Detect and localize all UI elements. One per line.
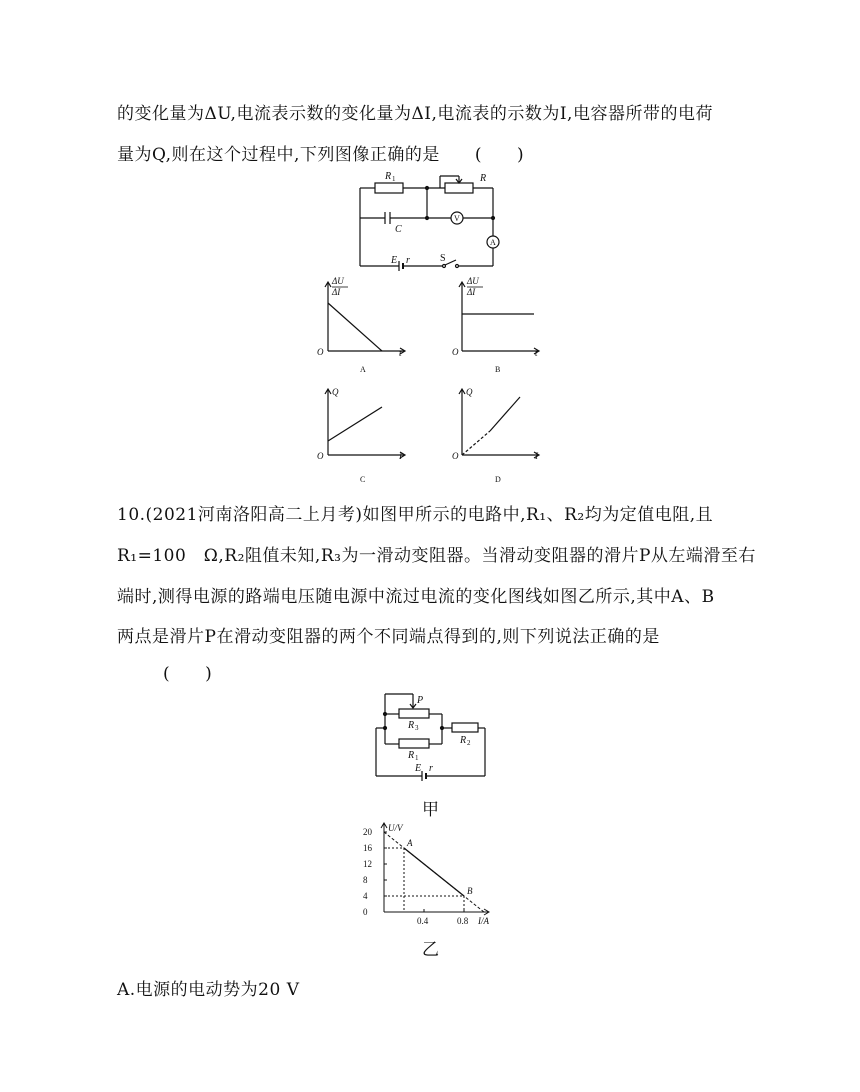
graph-a-ylabel-den: ΔI: [332, 287, 341, 297]
graph-b-xlabel: t: [535, 348, 538, 358]
graph-option-c: [310, 385, 420, 489]
label-r: R: [480, 173, 487, 184]
graph-c-line: [328, 407, 382, 441]
q10-answer-bracket: ( ): [163, 664, 213, 684]
q10-text-line2: R₁=100 Ω,R₂阻值未知,R₃为一滑动变阻器。当滑动变阻器的滑片P从左端滑至右: [117, 546, 756, 566]
rheostat-r: [445, 183, 473, 193]
y-tick-label: 12: [363, 859, 372, 869]
label-r3: R: [408, 720, 415, 731]
q9-text-line2: 量为Q,则在这个过程中,下列图像正确的是 ( ): [117, 145, 525, 165]
y-tick-label: 4: [363, 891, 368, 901]
q10-text-line1: 10.(2021河南洛阳高二上月考)如图甲所示的电路中,R₁、R₂均为定值电阻,且: [117, 505, 714, 525]
graph-c-label: C: [360, 475, 366, 484]
graph-b-ylabel-num: ΔU: [467, 276, 479, 286]
resistor-r2: [452, 723, 478, 732]
label-r-internal: r: [406, 255, 410, 266]
label-r1-sub: 1: [415, 754, 419, 762]
graph-c-origin: O: [317, 451, 324, 461]
y-tick-label: 0: [363, 907, 368, 917]
q10-text-line3: 端时,测得电源的路端电压随电源中流过电流的变化图线如图乙所示,其中A、B: [117, 587, 715, 607]
rheostat-r3: [399, 709, 429, 718]
label-r3-sub: 3: [415, 724, 419, 732]
option-a: A.电源的电动势为20 V: [117, 980, 300, 1000]
y-tick-label: 16: [363, 843, 372, 853]
label-p: P: [417, 695, 424, 706]
graph-c-ylabel: Q: [332, 387, 339, 397]
caption-yi: 乙: [422, 940, 439, 960]
label-s: S: [440, 253, 446, 264]
graph-option-b: [450, 275, 560, 379]
graph-a-xlabel: t: [399, 348, 402, 358]
label-a: A: [490, 238, 496, 247]
graph-d-origin: O: [452, 451, 459, 461]
resistor-r1: [375, 183, 403, 193]
point-label-B: B: [467, 886, 473, 896]
label-r2: R: [460, 735, 467, 746]
graph-d-label: D: [495, 475, 501, 484]
graph-d-line: [490, 397, 520, 431]
graph-d-dashed-line: [462, 431, 490, 455]
graph-a-line: [328, 303, 382, 351]
graph-a-label: A: [360, 365, 366, 374]
graph-b-label: B: [495, 365, 501, 374]
point-label-A: A: [407, 838, 413, 848]
graph-c-xlabel: I: [399, 451, 402, 461]
label-r1-sub: 1: [392, 175, 396, 183]
circuit-diagram-q9: [355, 168, 515, 282]
graph-d-xlabel: I: [535, 451, 538, 461]
label-e: E: [415, 763, 422, 774]
label-r1: R: [385, 171, 392, 182]
graph-d-ylabel: Q: [466, 387, 473, 397]
data-line-ab: [404, 848, 464, 896]
graph-option-d: [450, 385, 560, 489]
y-tick-label: 20: [363, 827, 372, 837]
y-tick-label: 8: [363, 875, 368, 885]
graph-b-ylabel-den: ΔI: [467, 287, 476, 297]
label-r-internal: r: [429, 763, 433, 774]
label-c: C: [395, 224, 402, 235]
label-v: V: [454, 214, 460, 223]
ui-graph-chart: [360, 820, 510, 934]
ui-graph-xlabel: I/A: [478, 916, 489, 926]
label-r1: R: [408, 750, 415, 761]
graph-a-ylabel-num: ΔU: [332, 276, 344, 286]
label-r2-sub: 2: [467, 739, 471, 747]
graph-b-origin: O: [452, 347, 459, 357]
graph-option-a: [310, 275, 420, 379]
resistor-r1: [399, 739, 429, 748]
x-tick-label: 0.4: [417, 916, 429, 926]
caption-jia: 甲: [422, 800, 439, 820]
graph-a-origin: O: [317, 347, 324, 357]
x-tick-label: 0.8: [457, 916, 469, 926]
q10-text-line4: 两点是滑片P在滑动变阻器的两个不同端点得到的,则下列说法正确的是: [117, 627, 660, 647]
label-e: E: [391, 255, 398, 266]
circuit-diagram-q10: [370, 688, 490, 787]
q9-text-line1: 的变化量为ΔU,电流表示数的变化量为ΔI,电流表的示数为I,电容器所带的电荷: [117, 104, 713, 124]
ui-graph-ylabel: U/V: [388, 823, 403, 833]
